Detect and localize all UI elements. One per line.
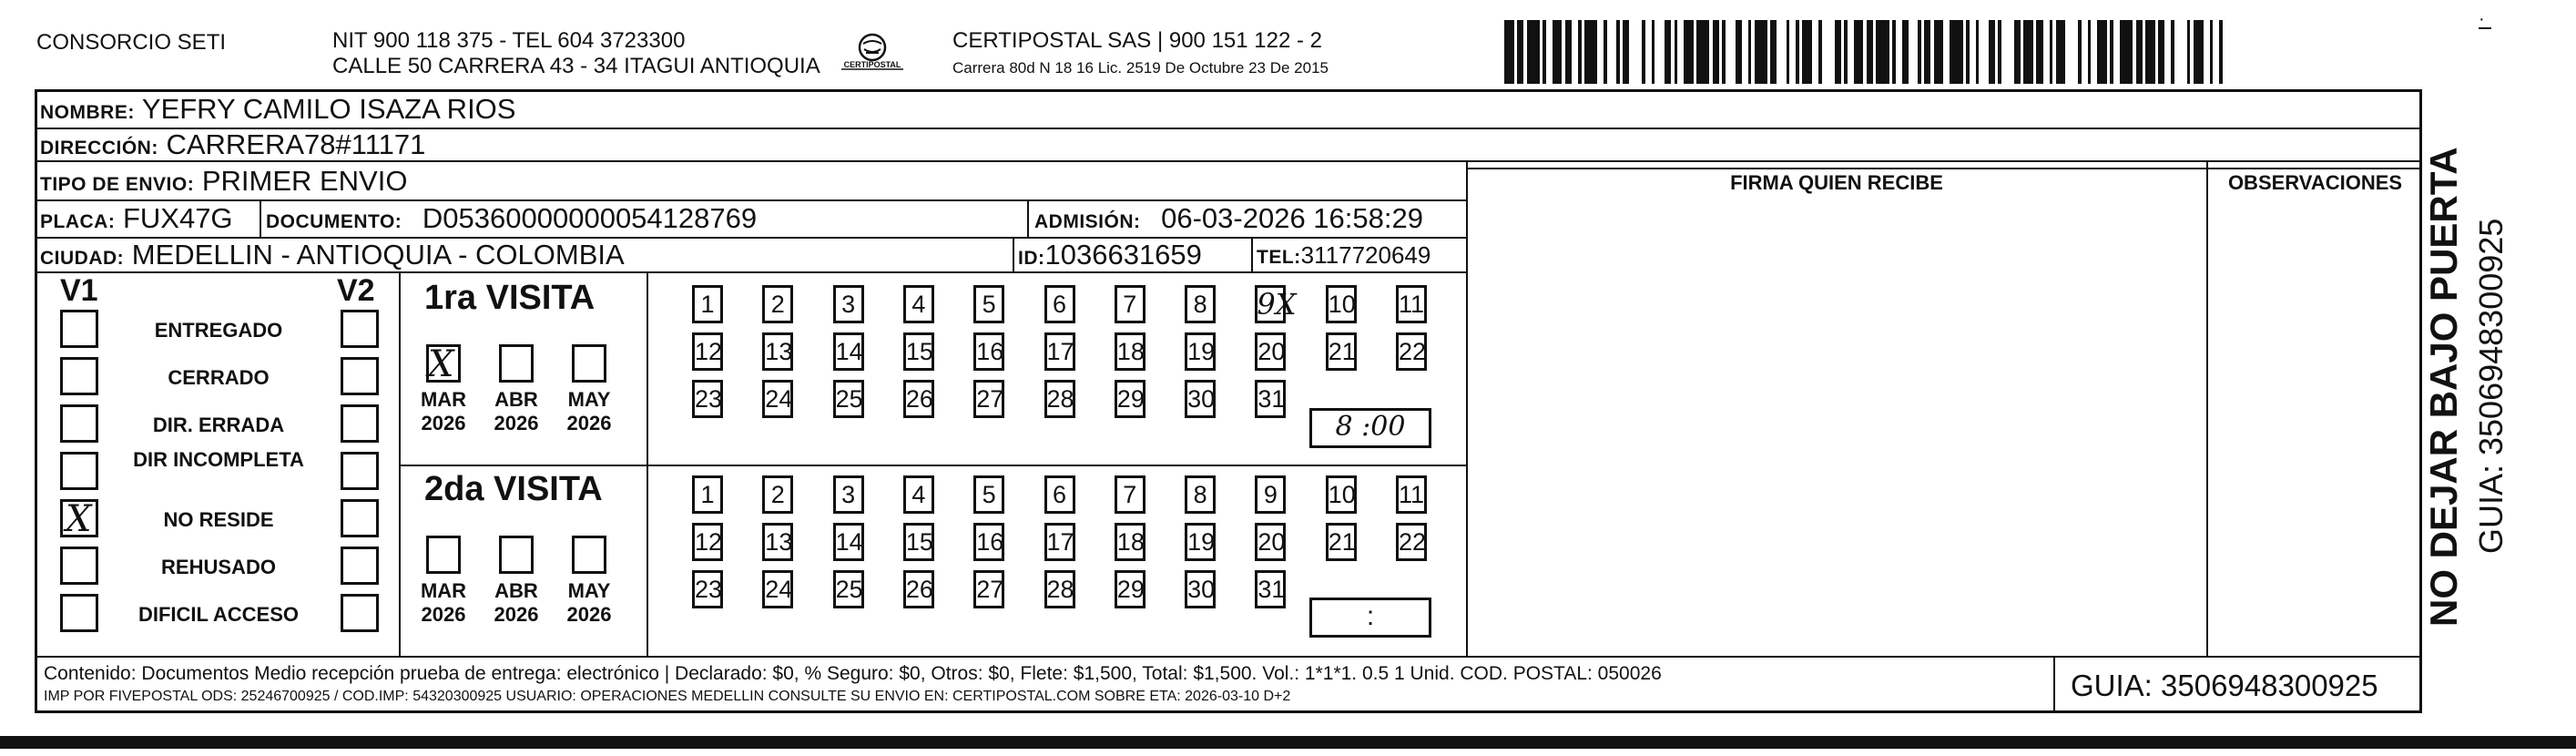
day-box[interactable]: 11 [1396, 475, 1427, 514]
barcode-bar [2174, 20, 2187, 84]
day-box[interactable]: 5 [973, 475, 1004, 514]
col-divider [2206, 160, 2208, 656]
v2-checkbox[interactable] [341, 452, 379, 490]
barcode-bar [1943, 20, 1950, 84]
barcode-bar [1517, 20, 1523, 84]
checkmark-icon: X [428, 343, 454, 385]
day-box[interactable]: 24 [762, 570, 793, 608]
v2-checkbox[interactable] [341, 594, 379, 632]
day-box[interactable]: 12 [692, 332, 723, 371]
year-label: 2026 [494, 603, 539, 626]
v2-checkbox[interactable] [341, 357, 379, 395]
month-label: MAR [420, 579, 467, 602]
day-box[interactable]: 6 [1044, 475, 1075, 514]
barcode-bar [1736, 20, 1742, 84]
v2-checkbox[interactable] [341, 499, 379, 537]
tel-field: TEL:3117720649 [1257, 241, 1431, 269]
year-label: 2026 [566, 412, 612, 434]
v2-header: V2 [337, 273, 375, 308]
year-label: 2026 [494, 412, 539, 434]
observaciones-header: OBSERVACIONES [2227, 171, 2403, 194]
company-name: CONSORCIO SETI [36, 30, 227, 55]
admision-value: 06-03-2026 16:58:29 [1161, 202, 1423, 234]
day-box[interactable]: 16 [973, 523, 1004, 561]
day-box[interactable]: 31 [1255, 570, 1286, 608]
visit1-time[interactable]: 8 :00 [1309, 408, 1431, 448]
barcode-bar [1909, 20, 1919, 84]
col-divider [399, 271, 401, 656]
barcode-bar [1572, 20, 1578, 84]
day-box[interactable]: 4 [903, 475, 934, 514]
barcode-bar [1629, 20, 1642, 84]
certipostal-logo: CERTIPOSTAL [836, 31, 909, 77]
side-guia: GUIA: 3506948300925 [2472, 218, 2510, 554]
certipostal-line2: Carrera 80d N 18 16 Lic. 2519 De Octubre 23 De 2015 [952, 59, 1329, 77]
day-box[interactable]: 22 [1396, 523, 1427, 561]
barcode-bar [1677, 20, 1684, 84]
col-divider [1013, 237, 1014, 271]
barcode-bar [1655, 20, 1665, 84]
barcode-bar [1565, 20, 1572, 84]
ciudad-field: CIUDAD: MEDELLIN - ANTIOQUIA - COLOMBIA [40, 239, 625, 271]
day-box[interactable]: 10 [1326, 475, 1357, 514]
status-label: DIFICIL ACCESO [137, 603, 299, 626]
barcode-bar [1755, 20, 1767, 84]
placa-field: PLACA: FUX47G [40, 202, 233, 234]
day-box[interactable]: 14 [833, 332, 864, 371]
bottom-rule [0, 736, 2576, 749]
barcode-bar [1854, 20, 1864, 84]
barcode-bar [1696, 20, 1709, 84]
barcode-bar [1742, 20, 1748, 84]
barcode-bar [2065, 20, 2078, 84]
day-box[interactable]: 20 [1255, 523, 1286, 561]
barcode-bar [1989, 20, 1995, 84]
day-box[interactable]: 15 [903, 523, 934, 561]
day-box[interactable]: 30 [1185, 570, 1216, 608]
month-label: MAR [420, 388, 467, 411]
month-checkbox[interactable] [499, 536, 534, 574]
nombre-value: YEFRY CAMILO ISAZA RIOS [141, 93, 516, 125]
v1-checkbox[interactable] [60, 547, 98, 585]
day-box[interactable]: 26 [903, 380, 934, 418]
col-divider [1251, 237, 1253, 271]
barcode-bar [2001, 20, 2014, 84]
tel-value: 3117720649 [1300, 241, 1431, 269]
barcode-bar [1623, 20, 1629, 84]
address-line: CALLE 50 CARRERA 43 - 34 ITAGUI ANTIOQUIA [332, 54, 820, 78]
day-box[interactable]: 10 [1326, 285, 1357, 323]
barcode-bar [2043, 20, 2050, 84]
day-box[interactable]: 28 [1044, 570, 1075, 608]
year-label: 2026 [421, 412, 466, 434]
direccion-field: DIRECCIÓN: CARRERA78#11171 [40, 128, 426, 160]
month-label: ABR [494, 579, 538, 602]
barcode-bar [1527, 20, 1540, 84]
visit-divider [399, 465, 1466, 466]
v2-checkbox[interactable] [341, 547, 379, 585]
barcode [1504, 20, 2233, 84]
year-label: 2026 [421, 603, 466, 626]
month-checkbox[interactable] [499, 344, 534, 383]
status-label: CERRADO [168, 366, 270, 389]
admision-field: ADMISIÓN: 06-03-2026 16:58:29 [1034, 202, 1423, 234]
barcode-bar [1504, 20, 1514, 84]
month-label: MAY [567, 579, 611, 602]
day-box[interactable]: 24 [762, 380, 793, 418]
day-box[interactable]: 8 [1185, 285, 1216, 323]
direccion-value: CARRERA78#11171 [166, 128, 426, 160]
status-label: DIR. ERRADA [152, 414, 285, 436]
day-box[interactable]: 9 [1255, 475, 1286, 514]
day-box[interactable]: 29 [1115, 380, 1145, 418]
checkmark-icon: 9X [1257, 287, 1297, 322]
barcode-bar [1713, 20, 1719, 84]
day-box[interactable]: 19 [1185, 523, 1216, 561]
corner-mark [2479, 27, 2491, 29]
status-label: NO RESIDE [163, 508, 274, 531]
barcode-bar [1597, 20, 1604, 84]
barcode-bar [1934, 20, 1944, 84]
barcode-bar [2158, 20, 2164, 84]
v1-checkbox[interactable] [60, 452, 98, 490]
barcode-bar [2056, 20, 2066, 84]
day-box[interactable]: 5 [973, 285, 1004, 323]
day-box[interactable]: 18 [1115, 332, 1145, 371]
barcode-bar [1970, 20, 1976, 84]
barcode-bar [1584, 20, 1597, 84]
day-box[interactable]: 31 [1255, 380, 1286, 418]
row-divider [35, 656, 2422, 658]
day-box[interactable]: 2 [762, 285, 793, 323]
day-box[interactable]: 28 [1044, 380, 1075, 418]
v1-header: V1 [60, 273, 98, 308]
day-box[interactable]: 17 [1044, 332, 1075, 371]
barcode-bar [1902, 20, 1909, 84]
row-divider [1466, 168, 2422, 169]
barcode-bar [1770, 20, 1777, 84]
documento-field: DOCUMENTO: D05360000000054128769 [266, 202, 758, 234]
barcode-bar [2204, 20, 2210, 84]
day-box[interactable]: 7 [1115, 475, 1145, 514]
barcode-bar [1684, 20, 1694, 84]
day-box[interactable]: 2 [762, 475, 793, 514]
barcode-bar [1607, 20, 1617, 84]
col-divider [1027, 199, 1029, 237]
barcode-bar [1848, 20, 1854, 84]
day-box[interactable]: 27 [973, 380, 1004, 418]
nit-line: NIT 900 118 375 - TEL 604 3723300 [332, 28, 686, 53]
v2-checkbox[interactable] [341, 310, 379, 348]
status-label: REHUSADO [161, 556, 276, 578]
certipostal-line1: CERTIPOSTAL SAS | 900 151 122 - 2 [952, 28, 1322, 53]
placa-value: FUX47G [122, 202, 233, 234]
visit1-title: 1ra VISITA [424, 279, 596, 317]
day-box[interactable]: 7 [1115, 285, 1145, 323]
day-box[interactable]: 16 [973, 332, 1004, 371]
day-box[interactable]: 13 [762, 332, 793, 371]
barcode-bar [1835, 20, 1841, 84]
footer-imp: IMP POR FIVEPOSTAL ODS: 25246700925 / COD.IMP: 54320300925 USUARIO: OPERACIONES MEDELLIN CONSULTE SU ENVIO EN: CERTIPOSTAL.COM SOBRE ETA: 2026-03-10 D+2 [44, 689, 1291, 704]
col-divider [260, 199, 261, 237]
month-label: ABR [494, 388, 538, 411]
day-box[interactable]: 21 [1326, 332, 1357, 371]
barcode-bar [1979, 20, 1989, 84]
ciudad-value: MEDELLIN - ANTIOQUIA - COLOMBIA [131, 239, 625, 271]
barcode-bar [1812, 20, 1818, 84]
barcode-bar [1777, 20, 1787, 84]
v1-checkbox[interactable] [60, 310, 98, 348]
barcode-bar [1896, 20, 1902, 84]
day-box[interactable]: 29 [1115, 570, 1145, 608]
day-box[interactable]: 14 [833, 523, 864, 561]
id-value: 1036631659 [1044, 239, 1202, 271]
day-box[interactable]: 11 [1396, 285, 1427, 323]
barcode-bar [2145, 20, 2155, 84]
day-box[interactable]: 12 [692, 523, 723, 561]
day-box[interactable]: 23 [692, 380, 723, 418]
year-label: 2026 [566, 603, 612, 626]
v2-checkbox[interactable] [341, 404, 379, 443]
v1-checkbox[interactable] [60, 404, 98, 443]
visit2-title: 2da VISITA [424, 470, 603, 508]
day-box[interactable]: 1 [692, 285, 723, 323]
tipo-envio-value: PRIMER ENVIO [201, 165, 408, 197]
barcode-bar [2113, 20, 2120, 84]
day-box[interactable]: 30 [1185, 380, 1216, 418]
side-warning: NO DEJAR BAJO PUERTA [2422, 147, 2465, 627]
visit2-time[interactable]: : [1309, 598, 1431, 638]
day-box[interactable]: 3 [833, 285, 864, 323]
day-box[interactable]: 22 [1396, 332, 1427, 371]
barcode-bar [2213, 20, 2219, 84]
barcode-bar [1867, 20, 1873, 84]
id-field: ID:1036631659 [1018, 239, 1202, 271]
day-box[interactable]: 20 [1255, 332, 1286, 371]
v1-checkbox[interactable] [60, 357, 98, 395]
footer-guia: GUIA: 3506948300925 [2071, 669, 2378, 702]
barcode-bar [2194, 20, 2204, 84]
day-box[interactable]: 25 [833, 380, 864, 418]
day-box[interactable]: 23 [692, 570, 723, 608]
barcode-bar [2120, 20, 2133, 84]
barcode-bar [2082, 20, 2088, 84]
day-box[interactable]: 27 [973, 570, 1004, 608]
barcode-bar [2223, 20, 2233, 84]
barcode-bar [2136, 20, 2143, 84]
barcode-bar [1950, 20, 1962, 84]
barcode-bar [1924, 20, 1930, 84]
day-box[interactable]: 18 [1115, 523, 1145, 561]
barcode-bar [2036, 20, 2042, 84]
barcode-bar [2164, 20, 2171, 84]
status-label: ENTREGADO [154, 319, 283, 342]
checkmark-icon: X [66, 498, 92, 540]
month-checkbox[interactable] [426, 536, 461, 574]
barcode-bar [1726, 20, 1736, 84]
day-box[interactable]: 3 [833, 475, 864, 514]
day-box[interactable]: 13 [762, 523, 793, 561]
day-box[interactable]: 4 [903, 285, 934, 323]
barcode-bar [1645, 20, 1652, 84]
barcode-bar [1789, 20, 1796, 84]
barcode-bar [1553, 20, 1563, 84]
day-box[interactable]: 17 [1044, 523, 1075, 561]
documento-value: D05360000000054128769 [422, 202, 758, 234]
firma-header: FIRMA QUIEN RECIBE [1730, 171, 1943, 194]
barcode-bar [2014, 20, 2021, 84]
day-box[interactable]: 1 [692, 475, 723, 514]
barcode-bar [1822, 20, 1835, 84]
footer-content: Contenido: Documentos Medio recepción prueba de entrega: electrónico | Declarado: $0, % Seguro: $0, Otros: $0, Flete: $1,500, Total: $1,500. Vol.: 1*1*1. 0.5 1 Unid. COD. POSTAL: 050026 [44, 663, 1662, 684]
barcode-bar [2091, 20, 2097, 84]
v1-checkbox[interactable] [60, 594, 98, 632]
barcode-bar [1665, 20, 1671, 84]
day-box[interactable]: 21 [1326, 523, 1357, 561]
barcode-bar [1546, 20, 1553, 84]
barcode-bar [1876, 20, 1889, 84]
barcode-bar [2097, 20, 2107, 84]
corner-mark: · [2479, 9, 2485, 29]
day-box[interactable]: 6 [1044, 285, 1075, 323]
status-label: DIR INCOMPLETA [133, 448, 304, 471]
tipo-envio-field: TIPO DE ENVIO: PRIMER ENVIO [40, 165, 408, 197]
col-divider [1466, 160, 1468, 656]
day-box[interactable]: 19 [1185, 332, 1216, 371]
col-divider [647, 271, 648, 656]
month-checkbox[interactable] [572, 536, 606, 574]
month-checkbox[interactable] [572, 344, 606, 383]
day-box[interactable]: 26 [903, 570, 934, 608]
barcode-bar [1802, 20, 1812, 84]
nombre-field: NOMBRE: YEFRY CAMILO ISAZA RIOS [40, 93, 516, 125]
day-box[interactable]: 8 [1185, 475, 1216, 514]
day-box[interactable]: 25 [833, 570, 864, 608]
barcode-bar [2023, 20, 2033, 84]
month-label: MAY [567, 388, 611, 411]
col-divider [2053, 656, 2055, 713]
day-box[interactable]: 15 [903, 332, 934, 371]
